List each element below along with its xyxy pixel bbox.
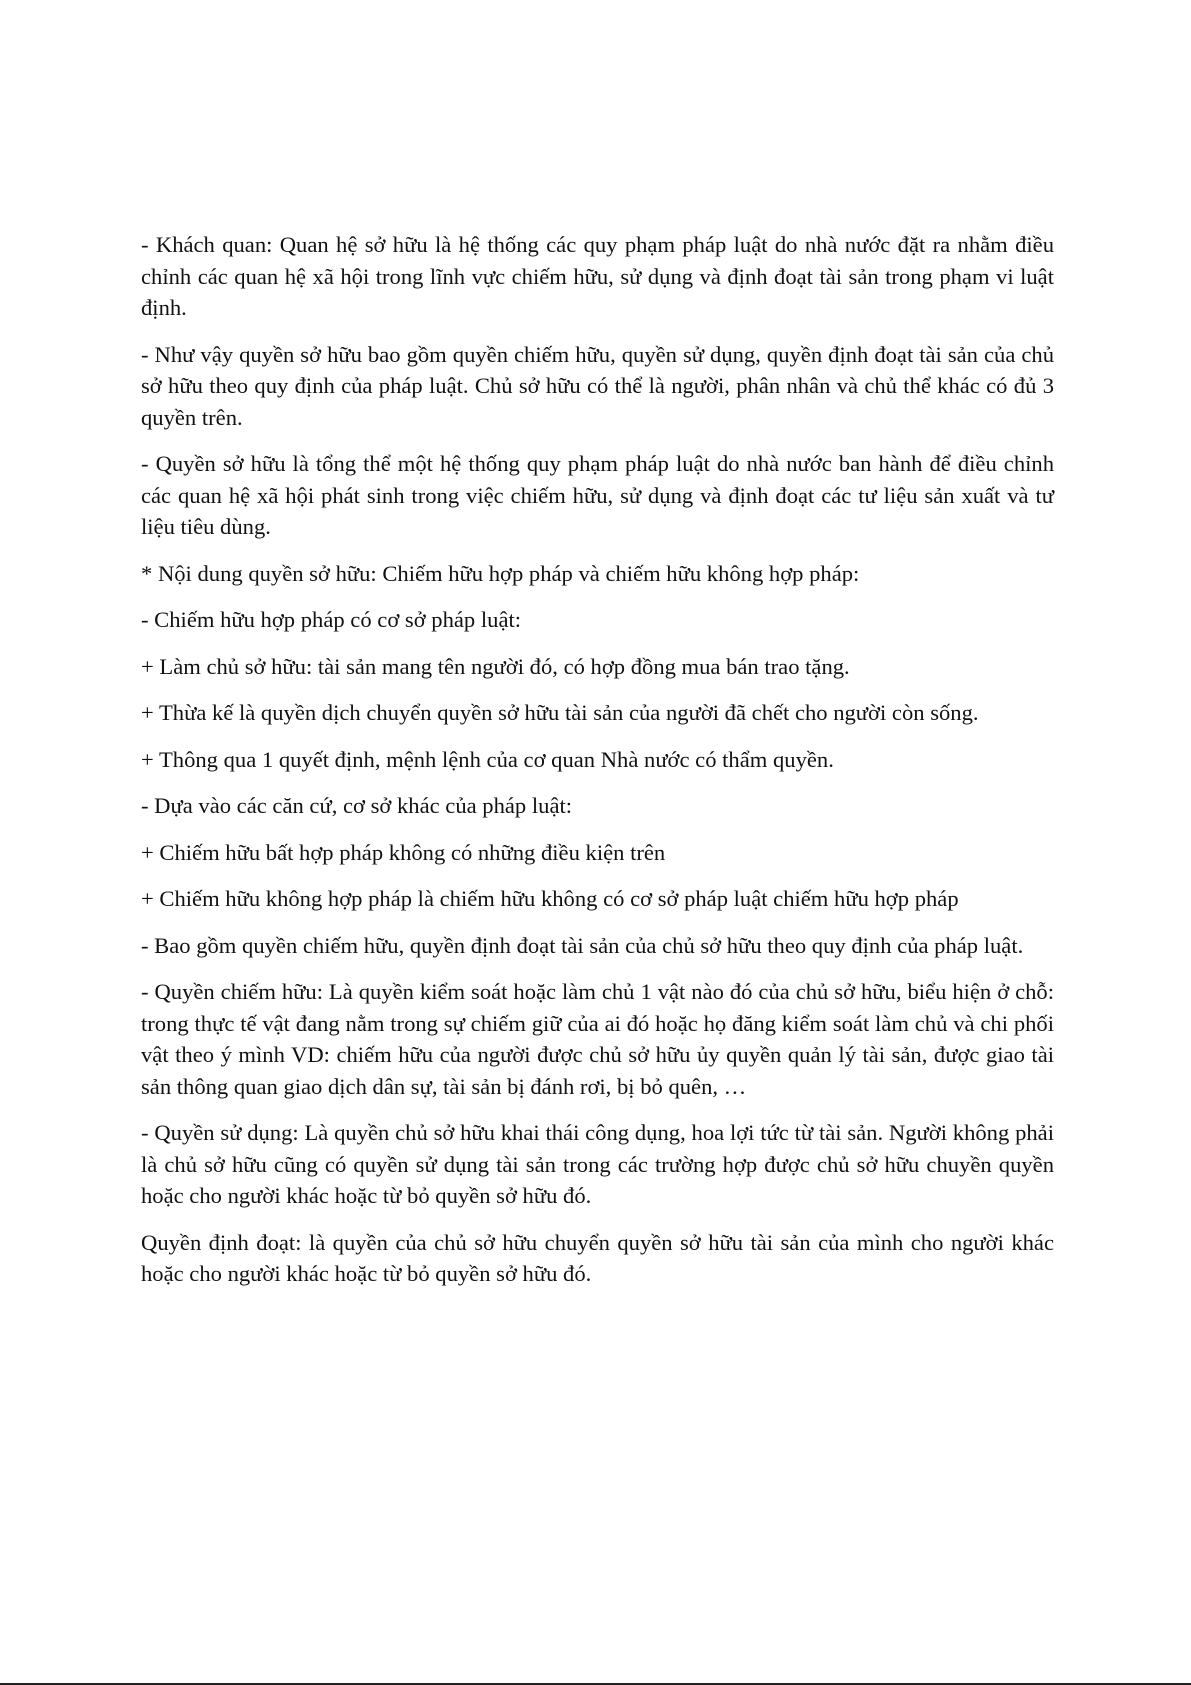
- paragraph-bat-hop-phap: + Chiếm hữu bất hợp pháp không có những điều kiện trên: [141, 839, 666, 865]
- paragraph-nhu-vay: - Như vậy quyền sở hữu bao gồm quyền chiếm hữu, quyền sử dụng, quyền định đoạt tài sản của chủ sở hữu theo quy định của pháp luật. Chủ sở hữu có thể là người, phân nhân và chủ thể khác có đủ 3 quyền trên.: [141, 341, 1054, 430]
- paragraph-khong-hop-phap: + Chiếm hữu không hợp pháp là chiếm hữu không có cơ sở pháp luật chiếm hữu hợp pháp: [141, 886, 959, 911]
- paragraph-quyen-chiem-huu: - Quyền chiếm hữu: Là quyền kiểm soát hoặc làm chủ 1 vật nào đó của chủ sở hữu, biểu hiện ở chỗ: trong thực tế vật đang nằm trong sự chiếm giữ của ai đó hoặc họ đăng kiểm soát làm chủ và chi phối vật theo ý mình VD: chiếm hữu của người được chủ sở hữu ủy quyền quản lý tài sản, được giao tài sản thông quan giao dịch dân sự, tài sản bị đánh rơi, bị bỏ quên, …: [141, 979, 1054, 1099]
- paragraph-noi-dung: * Nội dung quyền sở hữu: Chiếm hữu hợp pháp và chiếm hữu không hợp pháp:: [141, 560, 860, 586]
- paragraph-quyen-so-huu: - Quyền sở hữu là tổng thể một hệ thống quy phạm pháp luật do nhà nước ban hành để điều chỉnh các quan hệ xã hội phát sinh trong việc chiếm hữu, sử dụng và định đoạt các tư liệu sản xuất và tư liệu tiêu dùng.: [141, 451, 1054, 539]
- paragraph-chiem-huu-hop-phap: - Chiếm hữu hợp pháp có cơ sở pháp luật:: [141, 607, 522, 632]
- paragraph-bao-gom: - Bao gồm quyền chiếm hữu, quyền định đoạt tài sản của chủ sở hữu theo quy định của pháp luật.: [141, 932, 1024, 958]
- paragraph-quyen-su-dung: - Quyền sử dụng: Là quyền chủ sở hữu khai thái công dụng, hoa lợi tức từ tài sản. Người không phải là chủ sở hữu cũng có quyền sử dụng tài sản trong các trường hợp được chủ sở hữu chuyền quyền hoặc cho người khác hoặc từ bỏ quyền sở hữu đó.: [141, 1120, 1054, 1208]
- document-body: [141, 229, 1054, 1305]
- paragraph-thong-qua: + Thông qua 1 quyết định, mệnh lệnh của cơ quan Nhà nước có thẩm quyền.: [141, 746, 834, 772]
- paragraph-lam-chu-so-huu: + Làm chủ sở hữu: tài sản mang tên người đó, có hợp đồng mua bán trao tặng.: [141, 653, 850, 679]
- paragraph-quyen-dinh-doat: Quyền định đoạt: là quyền của chủ sở hữu chuyển quyền sở hữu tài sản của mình cho người khác hoặc cho người khác hoặc từ bỏ quyền sở hữu đó.: [141, 1229, 1054, 1286]
- paragraph-khach-quan: - Khách quan: Quan hệ sở hữu là hệ thống các quy phạm pháp luật do nhà nước đặt ra nhằm điều chỉnh các quan hệ xã hội trong lĩnh vực chiếm hữu, sử dụng và định đoạt tài sản trong phạm vi luật định.: [141, 232, 1054, 320]
- paragraph-dua-vao: - Dựa vào các căn cứ, cơ sở khác của pháp luật:: [141, 793, 573, 818]
- paragraph-thua-ke: + Thừa kế là quyền dịch chuyển quyền sở hữu tài sản của người đã chết cho người còn sống.: [141, 700, 979, 725]
